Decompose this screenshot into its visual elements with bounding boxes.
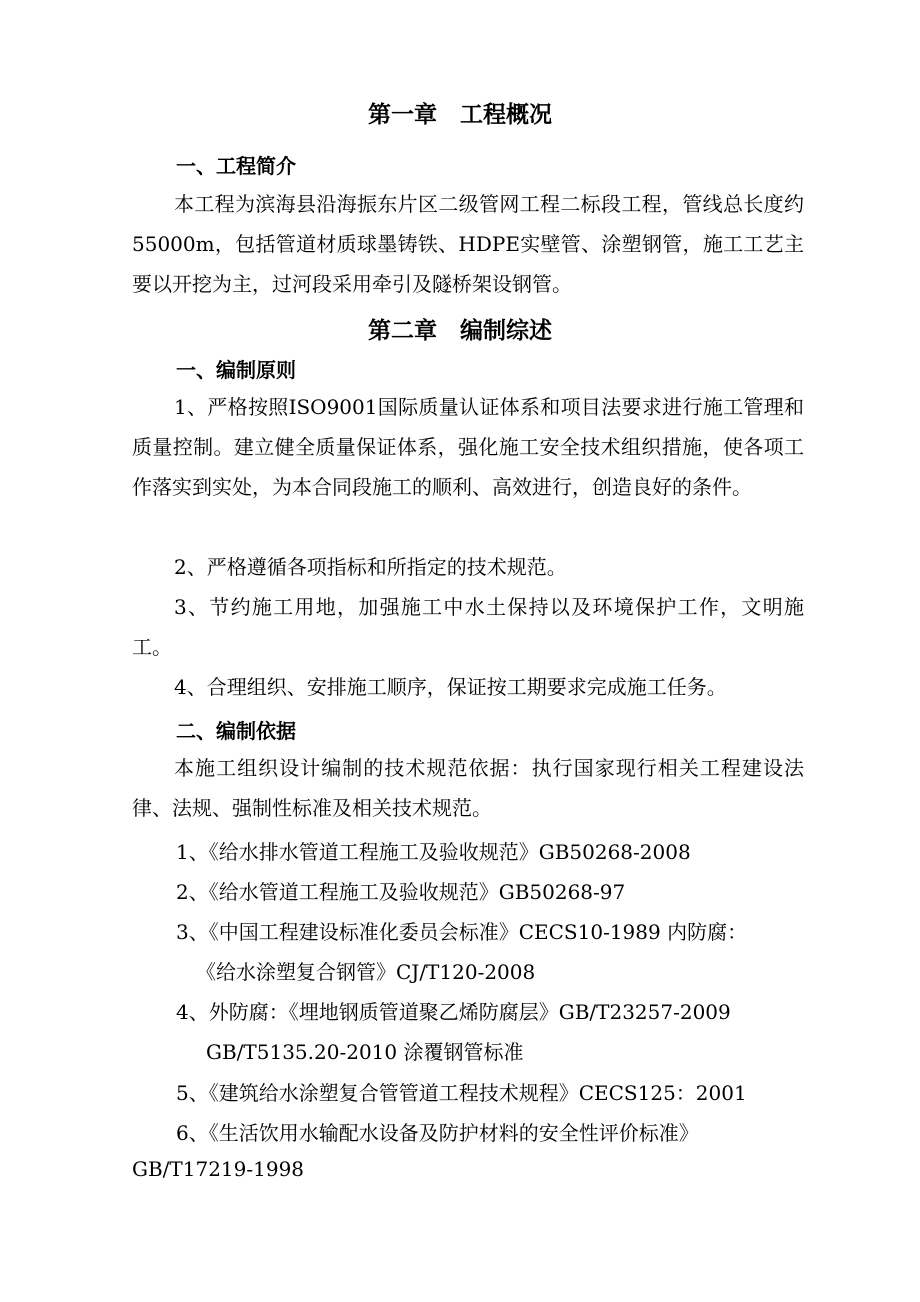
basis-intro-paragraph: 本施工组织设计编制的技术规范依据：执行国家现行相关工程建设法律、法规、强制性标准及相关技术规范。: [132, 756, 804, 820]
basis-item: 4、外防腐：《埋地钢质管道聚乙烯防腐层》GB/T23257-2009: [176, 1000, 731, 1024]
basis-item: 6、《生活饮用水输配水设备及防护材料的安全性评价标准》: [176, 1121, 699, 1145]
project-intro-paragraph: 本工程为滨海县沿海振东片区二级管网工程二标段工程，管线总长度约55000m，包括管道材质球墨铸铁、HDPE实壁管、涂塑钢管，施工工艺主要以开挖为主，过河段采用牵引及隧桥架设钢管。: [132, 192, 804, 296]
chapter-1-title: 第一章 工程概况: [368, 102, 552, 128]
principle-item: 2、严格遵循各项指标和所指定的技术规范。: [174, 555, 567, 579]
chapter-2-title: 第二章 编制综述: [368, 318, 552, 344]
basis-item: 3、《中国工程建设标准化委员会标准》CECS10-1989 内防腐：: [176, 920, 748, 944]
section-project-intro-heading: 一、工程简介: [176, 154, 296, 178]
basis-item: 5、《建筑给水涂塑复合管管道工程技术规程》CECS125：2001: [176, 1081, 747, 1105]
principle-item: 1、严格按照ISO9001国际质量认证体系和项目法要求进行施工管理和质量控制。建立健全质量保证体系，强化施工安全技术组织措施，使各项工作落实到实处，为本合同段施工的顺利、高效进行，创造良好的条件。: [132, 395, 804, 499]
principle-item: 4、合理组织、安排施工顺序，保证按工期要求完成施工任务。: [174, 675, 727, 699]
basis-item: 2、《给水管道工程施工及验收规范》GB50268-97: [176, 880, 626, 904]
basis-item: 1、《给水排水管道工程施工及验收规范》GB50268-2008: [176, 840, 691, 864]
section-basis-heading: 二、编制依据: [176, 719, 296, 743]
basis-item: GB/T5135.20-2010 涂覆钢管标准: [206, 1040, 524, 1064]
section-principles-heading: 一、编制原则: [176, 358, 296, 382]
basis-item: GB/T17219-1998: [132, 1157, 305, 1181]
basis-item: 《给水涂塑复合钢管》CJ/T120-2008: [196, 960, 536, 984]
principle-item: 3、节约施工用地，加强施工中水土保持以及环境保护工作，文明施工。: [132, 595, 804, 659]
